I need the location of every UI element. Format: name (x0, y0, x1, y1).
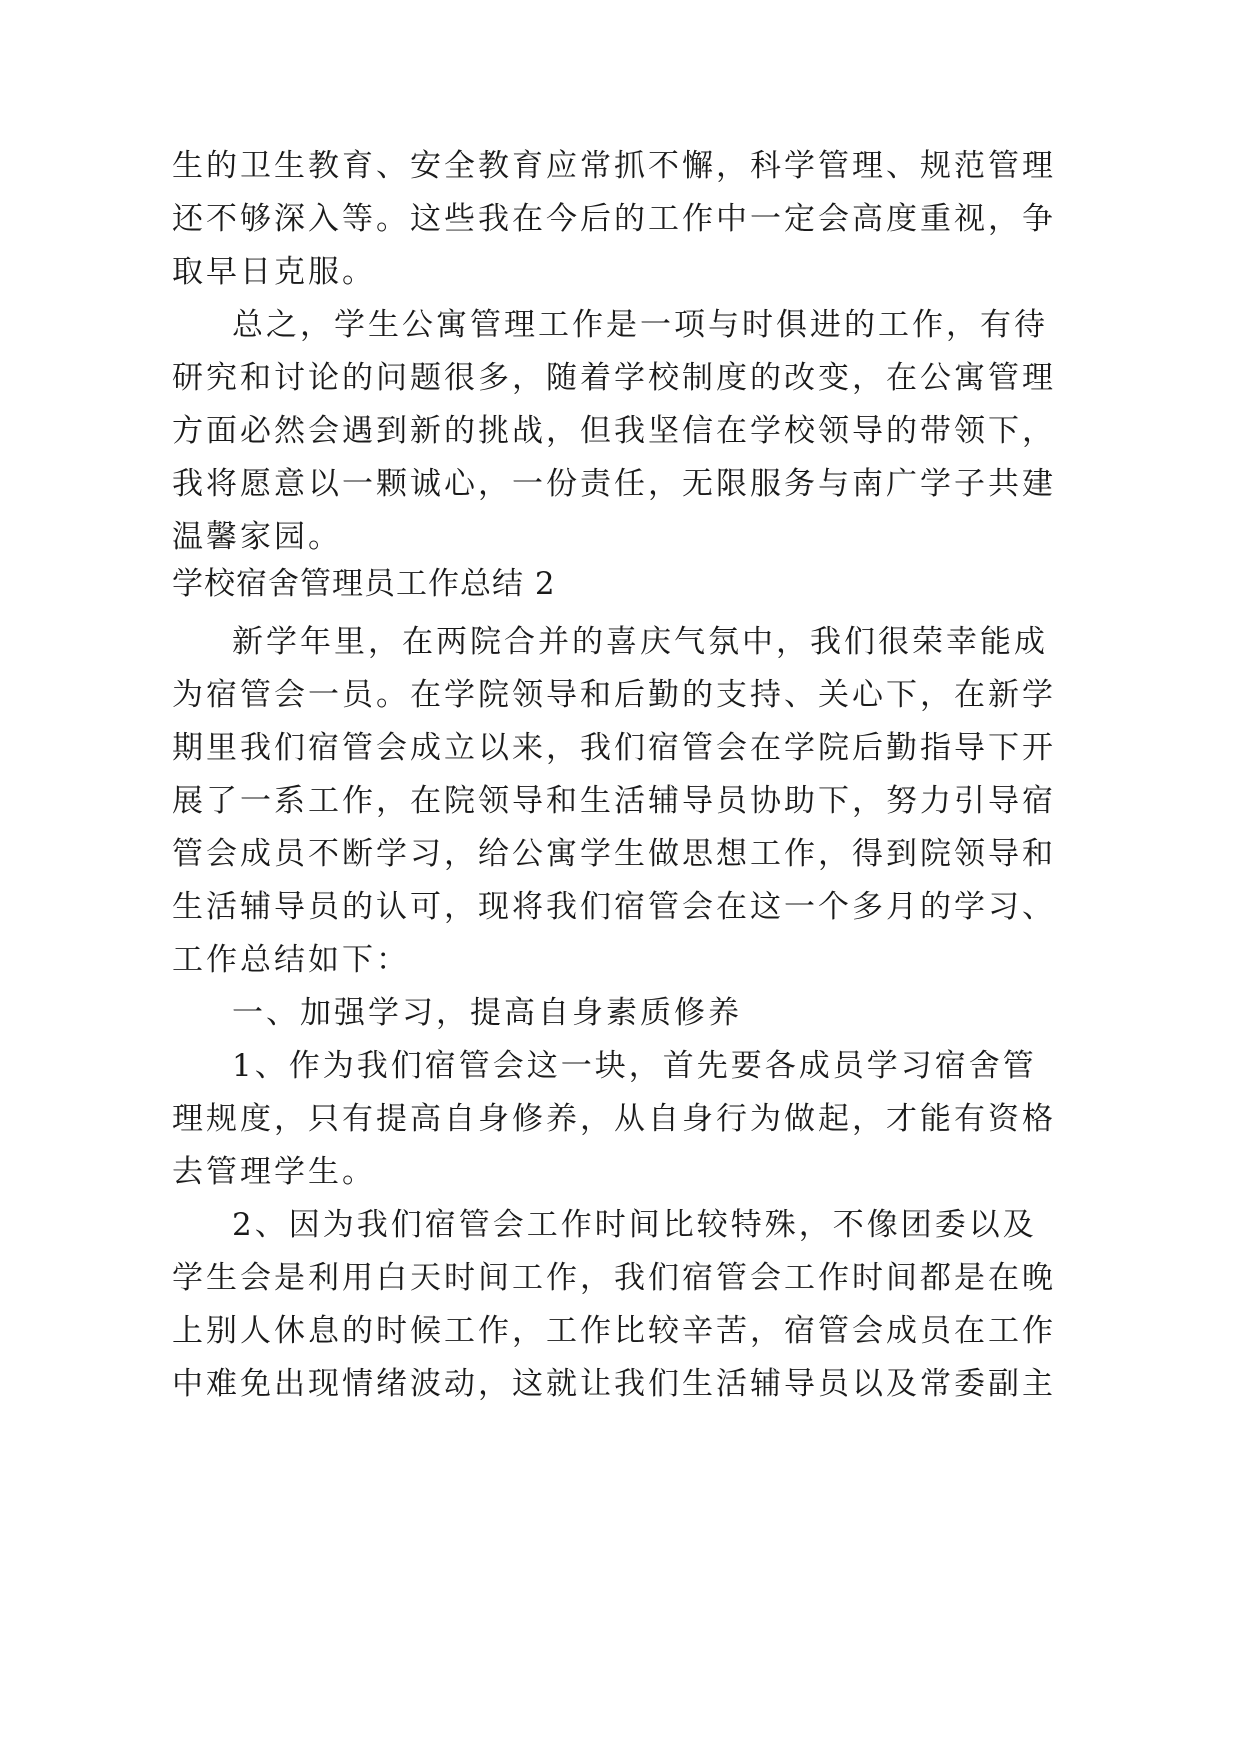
text-line: 期里我们宿管会成立以来，我们宿管会在学院后勤指导下开 (172, 730, 1056, 766)
text-line: 理规度，只有提高自身修养，从自身行为做起，才能有资格 (172, 1101, 1056, 1137)
text-line: 上别人休息的时候工作，工作比较辛苦，宿管会成员在工作 (172, 1313, 1056, 1349)
text-line: 1、作为我们宿管会这一块，首先要各成员学习宿舍管 (232, 1048, 1037, 1084)
text-line: 取早日克服。 (172, 254, 376, 290)
text-line: 中难免出现情绪波动，这就让我们生活辅导员以及常委副主 (172, 1366, 1056, 1402)
text-line: 为宿管会一员。在学院领导和后勤的支持、关心下，在新学 (172, 677, 1056, 713)
text-line: 去管理学生。 (172, 1154, 376, 1190)
text-line: 研究和讨论的问题很多，随着学校制度的改变，在公寓管理 (172, 360, 1056, 396)
text-line: 还不够深入等。这些我在今后的工作中一定会高度重视，争 (172, 201, 1056, 237)
text-line: 生的卫生教育、安全教育应常抓不懈，科学管理、规范管理 (172, 148, 1056, 184)
text-line: 展了一系工作，在院领导和生活辅导员协助下，努力引导宿 (172, 783, 1056, 819)
section-heading: 学校宿舍管理员工作总结 2 (172, 566, 556, 602)
text-line: 我将愿意以一颗诚心，一份责任，无限服务与南广学子共建 (172, 466, 1056, 502)
text-line: 新学年里，在两院合并的喜庆气氛中，我们很荣幸能成 (232, 624, 1048, 660)
text-line: 学生会是利用白天时间工作，我们宿管会工作时间都是在晚 (172, 1260, 1056, 1296)
text-line: 2、因为我们宿管会工作时间比较特殊，不像团委以及 (232, 1207, 1037, 1243)
text-line: 工作总结如下： (172, 942, 410, 978)
text-line: 总之，学生公寓管理工作是一项与时俱进的工作，有待 (232, 307, 1048, 343)
text-line: 方面必然会遇到新的挑战，但我坚信在学校领导的带领下， (172, 413, 1056, 449)
text-line: 温馨家园。 (172, 519, 342, 555)
text-line: 管会成员不断学习，给公寓学生做思想工作，得到院领导和 (172, 836, 1056, 872)
text-line: 生活辅导员的认可，现将我们宿管会在这一个多月的学习、 (172, 889, 1056, 925)
subheading-line: 一、加强学习，提高自身素质修养 (232, 995, 742, 1031)
